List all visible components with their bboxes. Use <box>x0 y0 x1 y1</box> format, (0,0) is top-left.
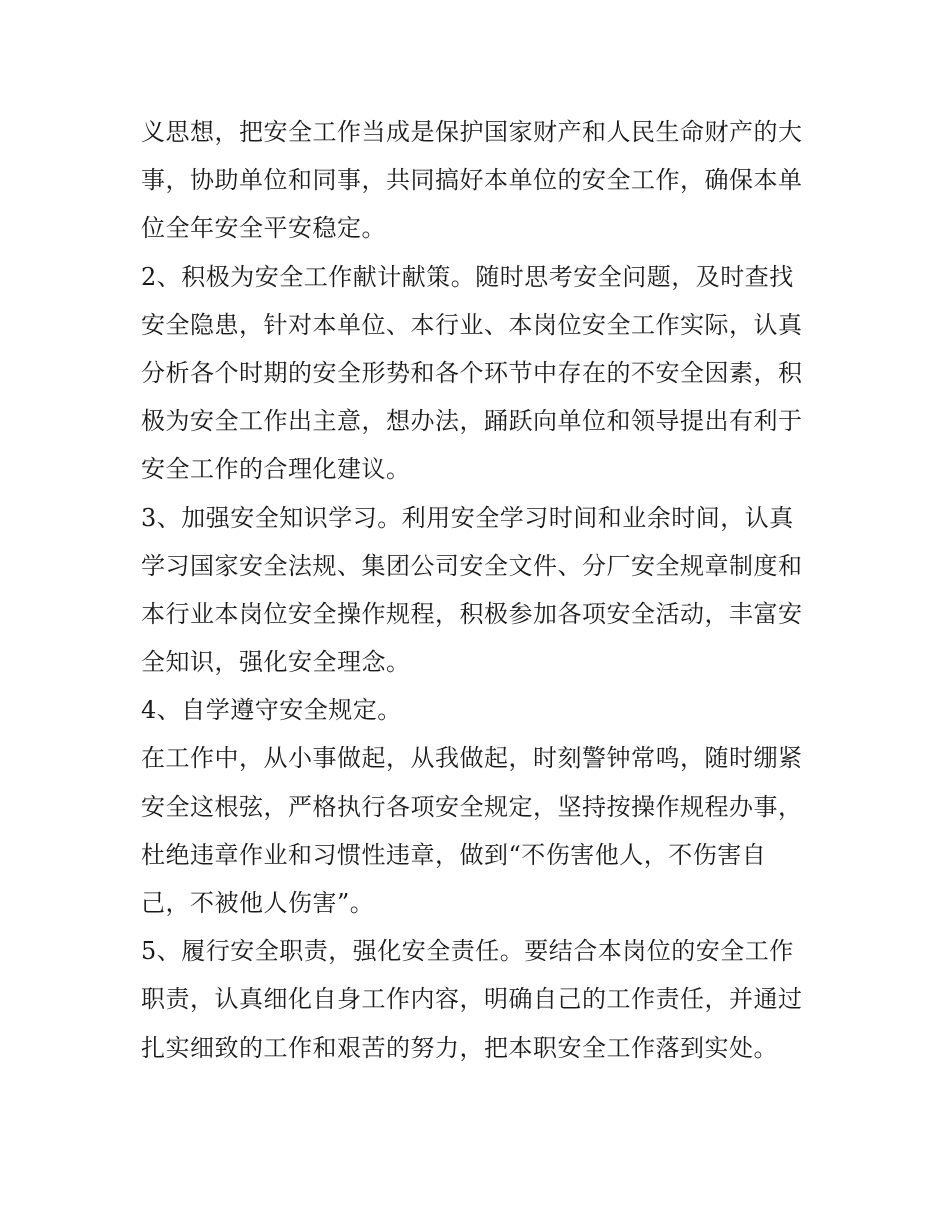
text-line: 在工作中，从小事做起，从我做起，时刻警钟常鸣，随时绷紧 <box>141 744 803 773</box>
text-line: 学习国家安全法规、集团公司安全文件、分厂安全规章制度和 <box>141 551 803 580</box>
text-line: 本行业本岗位安全操作规程，积极参加各项安全活动，丰富安 <box>141 599 803 628</box>
text-line: 分析各个时期的安全形势和各个环节中存在的不安全因素，积 <box>141 358 803 387</box>
text-line: 位全年安全平安稳定。 <box>141 214 386 243</box>
text-line: 4、自学遵守安全规定。 <box>141 696 402 725</box>
text-line: 安全这根弦，严格执行各项安全规定，坚持按操作规程办事， <box>141 792 803 821</box>
text-line: 安全工作的合理化建议。 <box>141 455 411 484</box>
text-line: 事，协助单位和同事，共同搞好本单位的安全工作，确保本单 <box>141 166 803 195</box>
text-line: 己，不被他人伤害”。 <box>141 889 375 917</box>
text-line: 全知识，强化安全理念。 <box>141 648 411 677</box>
text-line: 安全隐患，针对本单位、本行业、本岗位安全工作实际，认真 <box>141 310 803 339</box>
text-line: 2、积极为安全工作献计献策。随时思考安全问题，及时查找 <box>141 262 794 291</box>
text-line: 3、加强安全知识学习。利用安全学习时间和业余时间，认真 <box>141 503 794 532</box>
text-line: 扎实细致的工作和艰苦的努力，把本职安全工作落到实处。 <box>141 1033 778 1062</box>
text-line: 极为安全工作出主意，想办法，踊跃向单位和领导提出有利于 <box>141 407 803 436</box>
document-body <box>141 108 821 1072</box>
text-line: 义思想，把安全工作当成是保护国家财产和人民生命财产的大 <box>141 118 803 146</box>
text-line: 杜绝违章作业和习惯性违章，做到“不伤害他人，不伤害自 <box>141 840 767 869</box>
text-line: 5、履行安全职责，强化安全责任。要结合本岗位的安全工作 <box>141 937 794 966</box>
text-line: 职责，认真细化自身工作内容，明确自己的工作责任，并通过 <box>141 985 803 1014</box>
